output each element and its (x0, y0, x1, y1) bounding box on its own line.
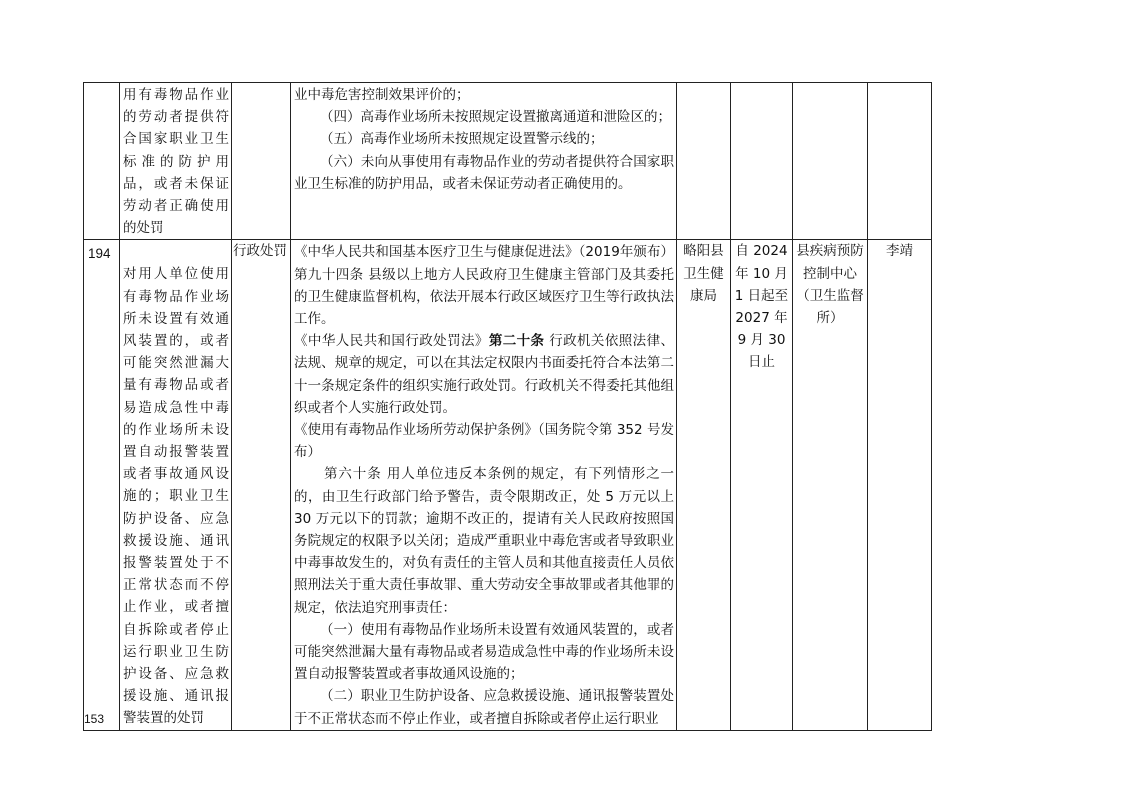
basis-paragraph: 《中华人民共和国基本医疗卫生与健康促进法》（2019年颁布）第九十四条 县级以上地方人民政府卫生健康主管部门及其委托的卫生健康监督机构，依法开展本行政区域医疗卫生等行政执法工作。 (294, 244, 674, 328)
period-cell (731, 83, 793, 240)
basis-line: （四）高毒作业场所未按照规定设置撤离通道和泄险区的； (320, 109, 671, 126)
authority-table (83, 82, 932, 731)
department-cell (677, 83, 731, 240)
basis-paragraph: （一）使用有毒物品作业场所未设置有效通风装置的，或者可能突然泄漏大量有毒物品或者易造成急性中毒的作业场所未设置自动报警装置或者事故通风设施的； (294, 621, 674, 683)
item-number: 194 (88, 246, 111, 262)
item-name: 对用人单位使用有毒物品作业场所未设置有效通风装置的，或者可能突然泄漏大量有毒物品或者易造成急性中毒的作业场所未设置自动报警装置或者事故通风设施的；职业卫生防护设备、应急救援设施、通讯报警装置处于不正常状态而不停止作业，或者擅自拆除或者停止运行职业卫生防护设备、应急救援设施、通讯报警装置的处罚 (123, 266, 229, 727)
basis-paragraph (294, 330, 674, 419)
validity-period: 自 2024 年 10 月 1 日起至 2027 年 9 月 30 日止 (734, 243, 789, 371)
category-cell (232, 240, 291, 730)
article-number: 第二十条 (488, 333, 545, 350)
basis-paragraph: 《使用有毒物品作业场所劳动保护条例》（国务院令第 352 号发布） (294, 422, 674, 461)
department-name: 略阳县卫生健康局 (683, 243, 724, 304)
page-number: 153 (84, 712, 105, 726)
responsible-person: 李靖 (886, 243, 913, 260)
period-cell (731, 240, 793, 730)
law-title: 《中华人民共和国行政处罚法》 (294, 333, 489, 350)
table-row-continued (84, 83, 932, 240)
item-name-cell (120, 240, 232, 730)
organization-cell (793, 240, 868, 730)
table-row-194 (84, 240, 932, 730)
item-number-cell (84, 240, 120, 730)
category-label: 行政处罚 (233, 243, 287, 260)
category-cell (232, 83, 291, 240)
basis-line: 业中毒危害控制效果评价的； (294, 87, 470, 103)
organization-cell (793, 83, 868, 240)
basis-paragraph: 第六十条 用人单位违反本条例的规定，有下列情形之一的，由卫生行政部门给予警告，责令限期改正，处 5 万元以上 30 万元以下的罚款；逾期不改正的，提请有关人民政府按照国务院规定的权限予以关闭；造成严重职业中毒危害或者导致职业中毒事故发生的，对负有责任的主管人员和其他直接责任人员依照刑法关于重大责任事故罪、重大劳动安全事故罪或者其他罪的规定，依法追究刑事责任： (294, 466, 674, 616)
basis-paragraph: （二）职业卫生防护设备、应急救援设施、通讯报警装置处于不正常状态而不停止作业，或者擅自拆除或者停止运行职业 (294, 688, 674, 727)
basis-line: （六）未向从事使用有毒物品作业的劳动者提供符合国家职业卫生标准的防护用品，或者未保证劳动者正确使用的。 (294, 153, 674, 192)
legal-basis-cell (291, 83, 677, 240)
entrusted-organization: 县疾病预防控制中心（卫生监督所） (796, 243, 864, 327)
department-cell (677, 240, 731, 730)
person-cell (868, 83, 932, 240)
person-cell (868, 240, 932, 730)
basis-line: （五）高毒作业场所未按照规定设置警示线的； (320, 131, 604, 148)
legal-basis-cell (291, 240, 677, 730)
item-name-cell (120, 83, 232, 240)
item-number-cell (84, 83, 120, 240)
item-name: 用有毒物品作业的劳动者提供符合国家职业卫生标准的防护用品，或者未保证劳动者正确使用的处罚 (123, 87, 229, 237)
article-text: 行政机关依照法律、法规、规章的规定，可以在其法定权限内书面委托符合本法第二十一条规定条件的组织实施行政处罚。行政机关不得委托其他组织或者个人实施行政处罚。 (294, 333, 675, 416)
